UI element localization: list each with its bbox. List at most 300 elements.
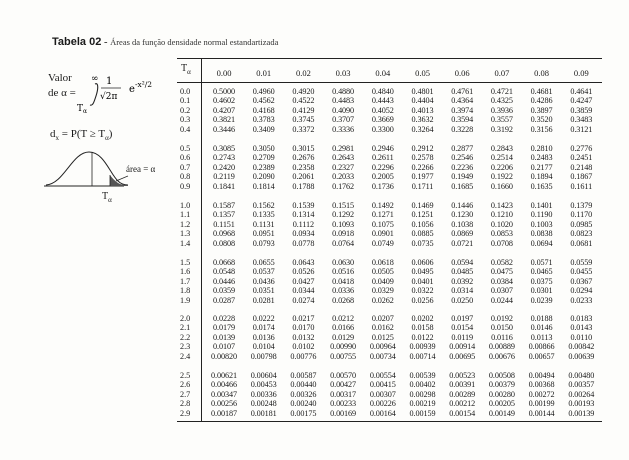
table-cell: 0.00159 — [409, 408, 436, 418]
table-cell: 0.0162 — [371, 323, 394, 333]
table-cell: 0.4522 — [292, 96, 315, 106]
table-cell: 0.3557 — [490, 115, 513, 125]
row-label: 0.7 — [180, 162, 191, 172]
table-cell: 0.0256 — [411, 295, 434, 305]
table-cell: 0.3483 — [570, 115, 593, 125]
table-cell: 0.4090 — [332, 105, 355, 115]
table-header-rule — [177, 82, 602, 83]
table-row — [177, 333, 602, 342]
row-label: 1.4 — [180, 238, 191, 248]
column-header: 0.08 — [534, 68, 550, 78]
table-cell: 0.0630 — [332, 258, 355, 267]
table-cell: 0.0392 — [451, 276, 474, 286]
table-cell: 0.00379 — [488, 380, 515, 390]
table-cell: 0.1003 — [530, 219, 553, 229]
table-cell: 0.4483 — [332, 96, 355, 106]
table-cell: 0.1660 — [490, 181, 513, 191]
table-cell: 0.0465 — [530, 267, 553, 277]
table-cell: 0.0594 — [451, 258, 474, 267]
table-row — [177, 96, 602, 105]
table-cell: 0.00347 — [211, 389, 237, 399]
table-cell: 0.2296 — [371, 162, 394, 172]
table-cell: 0.0217 — [292, 314, 315, 323]
table-cell: 0.00175 — [290, 408, 317, 418]
table-cell: 0.0222 — [252, 314, 275, 323]
table-cell: 0.0505 — [371, 267, 394, 277]
table-cell: 0.1949 — [451, 172, 474, 182]
table-cell: 0.00205 — [488, 399, 515, 409]
table-bottom-rule — [177, 421, 602, 422]
table-cell: 0.2912 — [411, 144, 434, 153]
table-cell: 0.0475 — [490, 267, 513, 277]
table-cell: 0.2119 — [213, 172, 235, 182]
table-cell: 0.4602 — [213, 96, 235, 106]
table-cell: 0.0262 — [371, 295, 394, 305]
table-cell: 0.0778 — [292, 238, 315, 248]
table-cell: 0.00587 — [290, 371, 317, 380]
table-cell: 0.1562 — [252, 201, 275, 210]
row-label: 2.6 — [180, 380, 191, 390]
table-cell: 0.00298 — [409, 389, 436, 399]
table-cell: 0.2061 — [292, 172, 315, 182]
table-cell: 0.1762 — [332, 181, 355, 191]
table-cell: 0.4052 — [371, 105, 394, 115]
table-cell: 0.00326 — [290, 389, 317, 399]
table-cell: 0.2005 — [371, 172, 394, 182]
table-row — [177, 115, 602, 124]
table-cell: 0.2743 — [213, 153, 235, 163]
table-cell: 0.4880 — [332, 87, 355, 96]
table-cell: 0.1093 — [332, 219, 355, 229]
valor-label: Valor — [48, 72, 72, 84]
table-cell: 0.3936 — [490, 105, 513, 115]
exponent-power: -x²/2 — [135, 80, 153, 89]
alpha-definition-label: de α = — [48, 87, 76, 99]
table-cell: 0.1539 — [292, 201, 315, 210]
table-cell: 0.4168 — [252, 105, 275, 115]
probability-definition — [50, 128, 112, 142]
row-label: 2.2 — [180, 332, 191, 342]
table-cell: 0.4247 — [570, 96, 593, 106]
table-cell: 0.1131 — [252, 219, 275, 229]
table-cell: 0.00317 — [330, 389, 357, 399]
table-cell: 0.1635 — [530, 181, 553, 191]
integral-lower-limit: T — [77, 104, 84, 114]
table-cell: 0.1611 — [570, 181, 593, 191]
table-cell: 0.2451 — [570, 153, 593, 163]
integral-upper-limit: ∞ — [91, 74, 99, 84]
table-cell: 0.00226 — [369, 399, 396, 409]
table-cell: 0.2090 — [252, 172, 275, 182]
table-subtitle: Áreas da função densidade normal estandartizada — [110, 37, 279, 47]
table-cell: 0.1190 — [530, 210, 553, 220]
table-cell: 0.0166 — [332, 323, 355, 333]
table-cell: 0.0104 — [252, 342, 275, 352]
table-cell: 0.2327 — [332, 162, 355, 172]
table-row — [177, 323, 602, 332]
row-label: 2.0 — [180, 314, 191, 323]
table-cell: 0.1423 — [490, 201, 513, 210]
row-label: 2.1 — [180, 323, 191, 333]
table-cell: 0.1151 — [213, 219, 235, 229]
table-cell: 0.3121 — [570, 124, 593, 134]
table-cell: 0.1401 — [530, 201, 553, 210]
table-cell: 0.00368 — [528, 380, 555, 390]
table-cell: 0.0129 — [332, 332, 355, 342]
table-cell: 0.0968 — [213, 229, 235, 239]
row-label: 1.5 — [180, 258, 191, 267]
table-cell: 0.3228 — [451, 124, 474, 134]
table-cell: 0.3085 — [213, 144, 235, 153]
table-cell: 0.0188 — [530, 314, 553, 323]
table-cell: 0.0122 — [411, 332, 434, 342]
talpha-label — [102, 191, 112, 204]
row-label: 1.6 — [180, 267, 191, 277]
table-cell: 0.00914 — [449, 342, 476, 352]
table-cell: 0.00199 — [528, 399, 555, 409]
table-cell: 0.2676 — [292, 153, 315, 163]
table-cell: 0.00621 — [211, 371, 237, 380]
table-cell: 0.0918 — [332, 229, 355, 239]
table-row-group — [177, 314, 602, 361]
table-cell: 0.0793 — [252, 238, 275, 248]
table-cell: 0.00480 — [568, 371, 595, 380]
table-cell: 0.00939 — [409, 342, 436, 352]
table-row-group — [177, 258, 602, 305]
fraction-denominator: √2π — [100, 92, 118, 102]
table-cell: 0.1685 — [451, 181, 474, 191]
table-cell: 0.2843 — [490, 144, 513, 153]
table-cell: 0.4840 — [371, 87, 394, 96]
row-label: 2.8 — [180, 399, 191, 409]
table-cell: 0.0985 — [570, 219, 593, 229]
row-label: 0.8 — [180, 172, 191, 182]
table-cell: 0.0150 — [490, 323, 513, 333]
table-cell: 0.2709 — [252, 153, 275, 163]
table-cell: 0.2776 — [570, 144, 593, 153]
table-cell: 0.00144 — [528, 408, 555, 418]
table-cell: 0.0233 — [570, 295, 593, 305]
table-cell: 0.4129 — [292, 105, 315, 115]
table-cell: 0.1379 — [570, 201, 593, 210]
row-label: 0.9 — [180, 181, 191, 191]
table-cell: 0.0154 — [451, 323, 474, 333]
row-label: 0.0 — [180, 87, 191, 96]
table-cell: 0.4013 — [411, 105, 434, 115]
table-cell: 0.0618 — [371, 258, 394, 267]
table-cell: 0.0901 — [371, 229, 394, 239]
table-cell: 0.3859 — [570, 105, 593, 115]
table-cell: 0.1841 — [213, 181, 235, 191]
probability-subscript: α — [105, 134, 109, 143]
table-cell: 0.2514 — [490, 153, 513, 163]
table-row — [177, 314, 602, 323]
table-cell: 0.00676 — [488, 351, 515, 361]
table-cell: 0.0401 — [411, 276, 434, 286]
table-cell: 0.0375 — [530, 276, 553, 286]
column-header: 0.00 — [216, 68, 232, 78]
table-cell: 0.0132 — [292, 332, 315, 342]
table-cell: 0.00164 — [369, 408, 396, 418]
table-cell: 0.4761 — [451, 87, 474, 96]
row-label: 2.4 — [180, 351, 191, 361]
table-cell: 0.0409 — [371, 276, 394, 286]
table-cell: 0.00798 — [250, 351, 277, 361]
table-cell: 0.2877 — [451, 144, 474, 153]
table-cell: 0.00695 — [449, 351, 476, 361]
table-cell: 0.0107 — [213, 342, 235, 352]
table-cell: 0.0102 — [292, 342, 315, 352]
table-cell: 0.00990 — [330, 342, 357, 352]
table-top-rule — [177, 58, 602, 59]
table-cell: 0.0485 — [451, 267, 474, 277]
table-cell: 0.3632 — [411, 115, 434, 125]
table-cell: 0.1038 — [451, 219, 474, 229]
talpha-subscript: α — [108, 196, 112, 204]
table-cell: 0.1170 — [570, 210, 593, 220]
table-cell: 0.0582 — [490, 258, 513, 267]
table-cell: 0.0571 — [530, 258, 553, 267]
table-cell: 0.0951 — [252, 229, 275, 239]
row-label: 1.3 — [180, 229, 191, 239]
table-cell: 0.0322 — [411, 286, 434, 296]
table-row-group — [177, 371, 602, 418]
table-cell: 0.0301 — [530, 286, 553, 296]
table-cell: 0.2206 — [490, 162, 513, 172]
table-cell: 0.00280 — [488, 389, 515, 399]
table-cell: 0.1711 — [411, 181, 434, 191]
table-cell: 0.0228 — [213, 314, 235, 323]
table-cell: 0.00714 — [409, 351, 436, 361]
table-cell: 0.0384 — [490, 276, 513, 286]
table-cell: 0.0125 — [371, 332, 394, 342]
table-cell: 0.3015 — [292, 144, 315, 153]
table-cell: 0.3446 — [213, 124, 235, 134]
table-cell: 0.00149 — [488, 408, 515, 418]
area-pointer — [116, 176, 128, 181]
table-cell: 0.0643 — [292, 258, 315, 267]
table-cell: 0.0179 — [213, 323, 235, 333]
table-cell: 0.0197 — [451, 314, 474, 323]
table-cell: 0.00181 — [250, 408, 277, 418]
table-cell: 0.0146 — [530, 323, 553, 333]
table-cell: 0.1357 — [213, 210, 235, 220]
table-cell: 0.00193 — [568, 399, 595, 409]
table-cell: 0.2358 — [292, 162, 315, 172]
table-cell: 0.0681 — [570, 238, 593, 248]
corner-t-symbol: T — [181, 63, 188, 74]
table-cell: 0.0307 — [490, 286, 513, 296]
table-cell: 0.3707 — [332, 115, 355, 125]
table-cell: 0.1469 — [411, 201, 434, 210]
table-cell: 0.0606 — [411, 258, 434, 267]
table-cell: 0.2981 — [332, 144, 355, 153]
table-cell: 0.1736 — [371, 181, 394, 191]
table-cell: 0.2643 — [332, 153, 355, 163]
table-cell: 0.0721 — [451, 238, 474, 248]
table-row — [177, 399, 602, 408]
table-cell: 0.0446 — [213, 276, 235, 286]
table-cell: 0.0336 — [332, 286, 355, 296]
talpha-symbol: T — [102, 191, 109, 202]
table-cell: 0.3974 — [451, 105, 474, 115]
table-cell: 0.0735 — [411, 238, 434, 248]
table-cell: 0.00508 — [488, 371, 515, 380]
table-cell: 0.0455 — [570, 267, 593, 277]
table-cell: 0.0367 — [570, 276, 593, 286]
row-label: 1.7 — [180, 276, 191, 286]
table-row — [177, 390, 602, 399]
table-cell: 0.00219 — [409, 399, 436, 409]
table-cell: 0.4364 — [451, 96, 474, 106]
table-cell: 0.1515 — [332, 201, 355, 210]
table-cell: 0.4920 — [292, 87, 315, 96]
table-row — [177, 210, 602, 219]
table-cell: 0.0294 — [570, 286, 593, 296]
table-row — [177, 201, 602, 210]
table-cell: 0.3409 — [252, 124, 275, 134]
column-header: 0.06 — [454, 68, 470, 78]
table-cell: 0.0427 — [292, 276, 315, 286]
table-row — [177, 296, 602, 305]
table-cell: 0.3372 — [292, 124, 315, 134]
table-cell: 0.0113 — [530, 332, 553, 342]
table-row — [177, 409, 602, 418]
table-cell: 0.2389 — [252, 162, 275, 172]
table-cell: 0.0212 — [332, 314, 355, 323]
table-cell: 0.2546 — [451, 153, 474, 163]
probability-close: ) — [108, 128, 113, 140]
table-row — [177, 220, 602, 229]
table-cell: 0.4562 — [252, 96, 275, 106]
table-cell: 0.0250 — [451, 295, 474, 305]
table-cell: 0.3300 — [371, 124, 394, 134]
column-header: 0.02 — [295, 68, 311, 78]
table-cell: 0.00570 — [330, 371, 357, 380]
table-cell: 0.00336 — [250, 389, 277, 399]
table-cell: 0.0749 — [371, 238, 394, 248]
table-row — [177, 106, 602, 115]
table-cell: 0.0170 — [292, 323, 315, 333]
table-cell: 0.00391 — [449, 380, 476, 390]
table-cell: 0.00820 — [211, 351, 237, 361]
table-cell: 0.00357 — [568, 380, 595, 390]
table-cell: 0.00307 — [369, 389, 396, 399]
table-cell: 0.2177 — [530, 162, 553, 172]
table-cell: 0.00402 — [409, 380, 436, 390]
table-cell: 0.00494 — [528, 371, 555, 380]
row-label: 2.7 — [180, 389, 191, 399]
table-row — [177, 342, 602, 351]
table-cell: 0.0495 — [411, 267, 434, 277]
table-cell: 0.3520 — [530, 115, 553, 125]
table-row — [177, 277, 602, 286]
table-cell: 0.00289 — [449, 389, 476, 399]
table-cell: 0.1230 — [451, 210, 474, 220]
column-header: 0.03 — [335, 68, 351, 78]
table-cell: 0.00657 — [528, 351, 555, 361]
table-cell: 0.00639 — [568, 351, 595, 361]
table-cell: 0.4404 — [411, 96, 434, 106]
row-label: 1.9 — [180, 295, 191, 305]
table-cell: 0.3821 — [213, 115, 235, 125]
table-row-group — [177, 144, 602, 191]
table-cell: 0.00169 — [330, 408, 357, 418]
table-cell: 0.1210 — [490, 210, 513, 220]
table-cell: 0.0244 — [490, 295, 513, 305]
table-cell: 0.1788 — [292, 181, 315, 191]
table-cell: 0.0174 — [252, 323, 275, 333]
bell-curve — [46, 152, 128, 185]
table-cell: 0.1251 — [411, 210, 434, 220]
table-cell: 0.00776 — [290, 351, 317, 361]
table-cell: 0.1056 — [411, 219, 434, 229]
table-row — [177, 125, 602, 134]
table-cell: 0.1587 — [213, 201, 235, 210]
table-cell: 0.2420 — [213, 162, 235, 172]
table-cell: 0.2266 — [411, 162, 434, 172]
row-label: 0.2 — [180, 105, 191, 115]
table-cell: 0.4443 — [371, 96, 394, 106]
table-cell: 0.00240 — [290, 399, 317, 409]
table-cell: 0.0239 — [530, 295, 553, 305]
table-cell: 0.1271 — [371, 210, 394, 220]
table-cell: 0.3264 — [411, 124, 434, 134]
table-row — [177, 352, 602, 361]
table-row — [177, 153, 602, 162]
integral-lower-limit-subscript: α — [83, 108, 88, 115]
table-cell: 0.00604 — [250, 371, 277, 380]
table-cell: 0.00842 — [568, 342, 595, 352]
table-cell: 0.0351 — [252, 286, 275, 296]
column-header: 0.09 — [573, 68, 589, 78]
table-cell: 0.3156 — [530, 124, 553, 134]
table-title — [52, 36, 278, 48]
table-cell: 0.0869 — [451, 229, 474, 239]
table-cell: 0.4207 — [213, 105, 235, 115]
table-cell: 0.0823 — [570, 229, 593, 239]
table-cell: 0.3897 — [530, 105, 553, 115]
table-cell: 0.0183 — [570, 314, 593, 323]
column-header: 0.04 — [375, 68, 391, 78]
table-cell: 0.0119 — [451, 332, 473, 342]
row-label: 1.8 — [180, 286, 191, 296]
probability-expression: = P(T ≥ T — [59, 128, 106, 140]
table-cell: 0.3745 — [292, 115, 315, 125]
table-cell: 0.00139 — [568, 408, 595, 418]
row-label: 0.1 — [180, 96, 191, 106]
table-cell: 0.0516 — [332, 267, 355, 277]
table-cell: 0.3594 — [451, 115, 474, 125]
table-number: Tabela 02 — [52, 36, 102, 48]
table-cell: 0.0655 — [252, 258, 275, 267]
table-cell: 0.00889 — [488, 342, 515, 352]
row-label: 1.1 — [180, 210, 191, 220]
table-cell: 0.0764 — [332, 238, 355, 248]
table-cell: 0.1922 — [490, 172, 513, 182]
table-row — [177, 239, 602, 248]
table-cell: 0.00154 — [449, 408, 476, 418]
table-cell: 0.0708 — [490, 238, 513, 248]
corner-alpha-subscript: α — [187, 68, 191, 76]
table-cell: 0.2946 — [371, 144, 394, 153]
table-cell: 0.0192 — [490, 314, 513, 323]
table-cell: 0.2578 — [411, 153, 434, 163]
table-cell: 0.5000 — [213, 87, 235, 96]
normal-curve-diagram — [44, 148, 179, 193]
table-cell: 0.1112 — [292, 219, 315, 229]
table-cell: 0.1977 — [411, 172, 434, 182]
